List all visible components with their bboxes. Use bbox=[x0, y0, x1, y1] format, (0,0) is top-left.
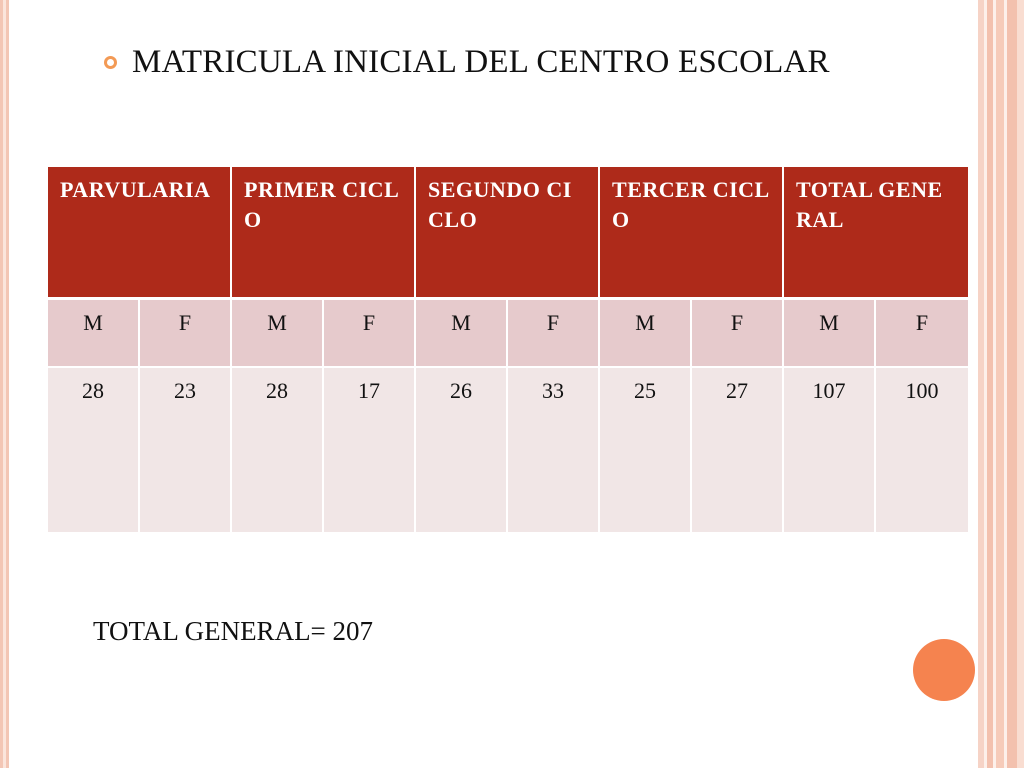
table-cell: 23 bbox=[140, 368, 232, 532]
header-total-general: TOTAL GENERAL bbox=[784, 167, 968, 300]
table-cell: F bbox=[140, 300, 232, 368]
table-subheader-row bbox=[48, 300, 968, 368]
table-cell: 25 bbox=[600, 368, 692, 532]
enrollment-table bbox=[48, 167, 968, 532]
title-row bbox=[104, 40, 830, 84]
right-border-decoration bbox=[978, 0, 1024, 768]
table-cell: 33 bbox=[508, 368, 600, 532]
header-parvularia: PARVULARIA bbox=[48, 167, 232, 300]
orange-circle-decoration bbox=[913, 639, 975, 701]
header-primer-ciclo: PRIMER CICLO bbox=[232, 167, 416, 300]
table-cell: 26 bbox=[416, 368, 508, 532]
table-cell: 17 bbox=[324, 368, 416, 532]
table-cell: F bbox=[876, 300, 968, 368]
table-header-row bbox=[48, 167, 968, 300]
table-cell: 107 bbox=[784, 368, 876, 532]
table-cell: 28 bbox=[232, 368, 324, 532]
table-row bbox=[48, 368, 968, 532]
left-border-inner-line bbox=[3, 0, 6, 768]
slide-title: MATRICULA INICIAL DEL CENTRO ESCOLAR bbox=[132, 43, 830, 80]
table-cell: M bbox=[48, 300, 140, 368]
table-cell: 28 bbox=[48, 368, 140, 532]
table-cell: 100 bbox=[876, 368, 968, 532]
table-cell: M bbox=[232, 300, 324, 368]
table-cell: M bbox=[416, 300, 508, 368]
table-cell: M bbox=[600, 300, 692, 368]
orange-ring-bullet-icon bbox=[104, 56, 117, 69]
table-cell: F bbox=[324, 300, 416, 368]
table-cell: M bbox=[784, 300, 876, 368]
total-general-text: TOTAL GENERAL= 207 bbox=[93, 616, 374, 646]
table-cell: F bbox=[692, 300, 784, 368]
header-segundo-ciclo: SEGUNDO CICLO bbox=[416, 167, 600, 300]
table-cell: F bbox=[508, 300, 600, 368]
header-tercer-ciclo: TERCER CICLO bbox=[600, 167, 784, 300]
table-cell: 27 bbox=[692, 368, 784, 532]
